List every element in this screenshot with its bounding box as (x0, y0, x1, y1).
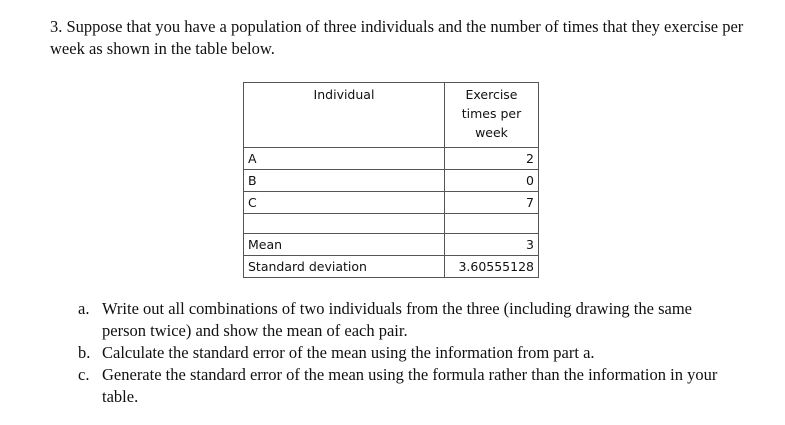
list-item-text: Write out all combinations of two individuals from the three (including drawing the same person twice) and show the mean of each pair. (102, 299, 692, 340)
row-label: C (244, 192, 445, 214)
table-header-row (244, 83, 539, 148)
list-item (78, 298, 738, 342)
mean-value: 3 (445, 234, 539, 256)
list-marker: a. (78, 299, 90, 318)
header-exercise: Exercise times per week (445, 83, 539, 148)
table-row (244, 148, 539, 170)
table-row (244, 170, 539, 192)
row-value: 2 (445, 148, 539, 170)
empty-cell (244, 214, 445, 234)
row-label: A (244, 148, 445, 170)
empty-cell (445, 214, 539, 234)
exercise-table (243, 82, 539, 278)
list-item-text: Generate the standard error of the mean using the formula rather than the information in your table. (102, 365, 718, 406)
list-marker: b. (78, 343, 91, 362)
sub-questions-list (78, 298, 738, 408)
sd-label: Standard deviation (244, 256, 445, 278)
list-item (78, 364, 738, 408)
table-row-sd (244, 256, 539, 278)
row-label: B (244, 170, 445, 192)
row-value: 0 (445, 170, 539, 192)
row-value: 7 (445, 192, 539, 214)
question-text: 3. Suppose that you have a population of three individuals and the number of times that they exercise per week as shown in the table below. (50, 17, 744, 58)
table-empty-row (244, 214, 539, 234)
header-individual: Individual (244, 83, 445, 148)
list-marker: c. (78, 365, 90, 384)
mean-label: Mean (244, 234, 445, 256)
table-row-mean (244, 234, 539, 256)
table-row (244, 192, 539, 214)
sd-value: 3.60555128 (445, 256, 539, 278)
list-item (78, 342, 738, 364)
list-item-text: Calculate the standard error of the mean using the information from part a. (102, 343, 595, 362)
